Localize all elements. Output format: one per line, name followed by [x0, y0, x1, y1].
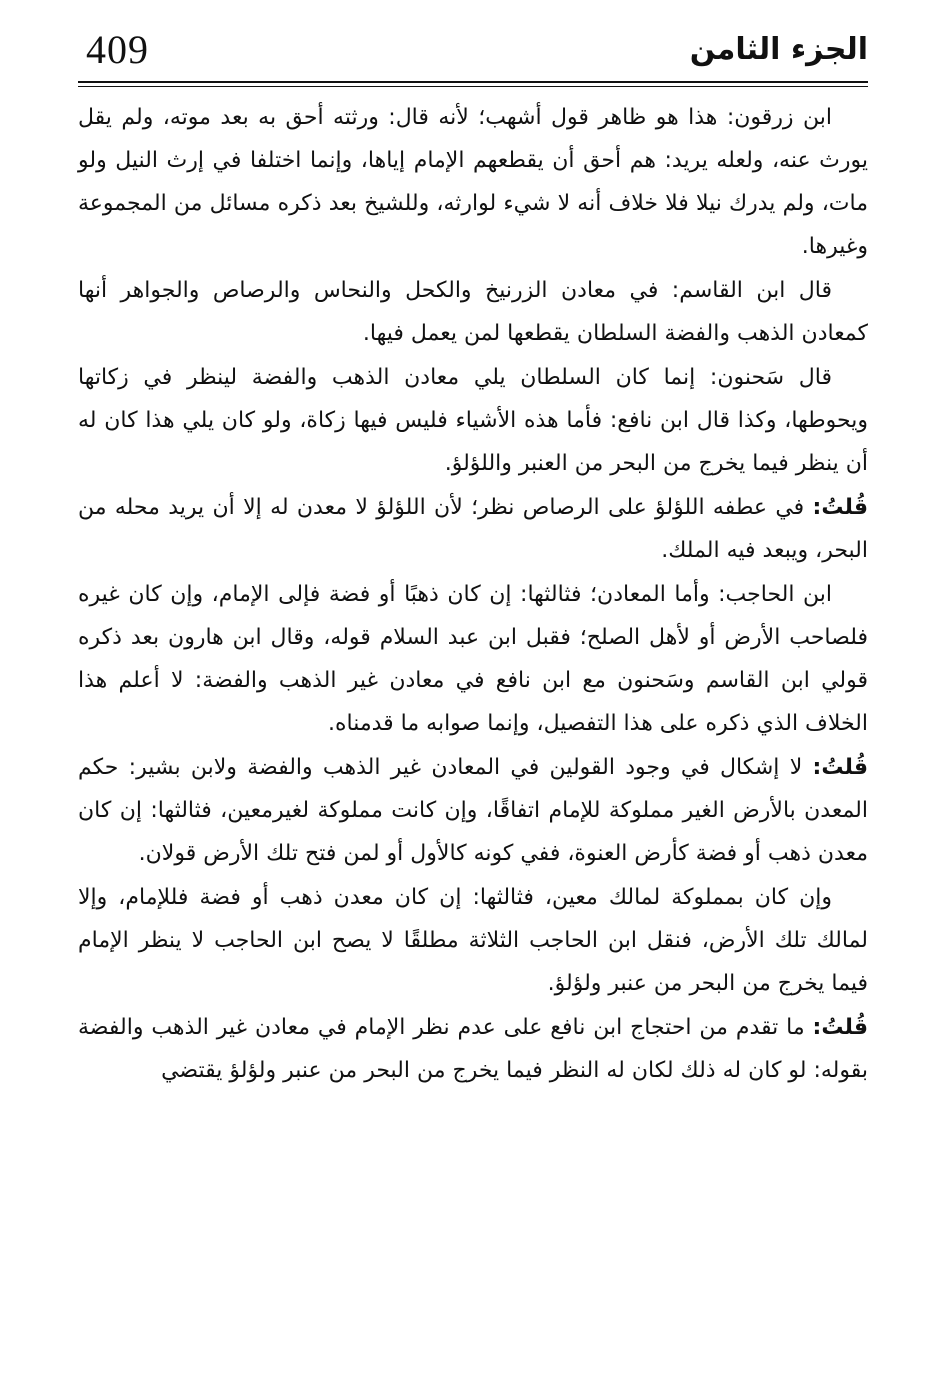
paragraph-7-text: وإن كان بمملوكة لمالك معين، فثالثها: إن كان معدن ذهب أو فضة فللإمام، وإلا لمالك تلك الأرض، فنقل ابن الحاجب الثلاثة مطلقًا لا يصح ابن الحاجب لا ينظر الإمام فيما يخرج من البحر من عنبر ولؤلؤ. — [78, 885, 868, 996]
paragraph-5-text: ابن الحاجب: وأما المعادن؛ فثالثها: إن كان ذهبًا أو فضة فإلى الإمام، وإن كان غيره فلصاحب الأرض أو لأهل الصلح؛ فقبل ابن عبد السلام قوله، وقال ابن هارون بعد ذكره قولي ابن القاسم وسَحنون مع ابن نافع في معادن غير الذهب والفضة: لا أعلم هذا الخلاف الذي ذكره على هذا التفصيل، وإنما صوابه ما قدمناه. — [78, 582, 868, 736]
paragraph-3 — [78, 356, 868, 485]
header-rule-thin — [78, 86, 868, 87]
paragraph-2-text: قال ابن القاسم: في معادن الزرنيخ والكحل والنحاس والرصاص والجواهر أنها كمعادن الذهب والفضة السلطان يقطعها لمن يعمل فيها. — [78, 278, 868, 346]
paragraph-4-text: في عطفه اللؤلؤ على الرصاص نظر؛ لأن اللؤلؤ لا معدن له إلا أن يريد محله من البحر، ويبعد فيه الملك. — [78, 495, 868, 563]
paragraph-8-lead: قُلتُ: — [812, 1015, 868, 1040]
header-rule — [78, 81, 868, 83]
paragraph-6-lead: قُلتُ: — [812, 755, 868, 780]
paragraph-5 — [78, 573, 868, 745]
paragraph-4-lead: قُلتُ: — [812, 495, 868, 520]
paragraph-6-text: لا إشكال في وجود القولين في المعادن غير الذهب والفضة ولابن بشير: حكم المعدن بالأرض الغير مملوكة للإمام اتفاقًا، وإن كانت مملوكة لغيرمعين، فثالثها: إن كان معدن ذهب أو فضة كأرض العنوة، ففي كونه كالأول أو لمن فتح تلك الأرض قولان. — [78, 755, 868, 866]
paragraph-7 — [78, 876, 868, 1005]
paragraph-3-text: قال سَحنون: إنما كان السلطان يلي معادن الذهب والفضة لينظر في زكاتها ويحوطها، وكذا قال ابن نافع: فأما هذه الأشياء فليس فيها زكاة، ولو كان يلي هذا كان له أن ينظر فيما يخرج من البحر من العنبر واللؤلؤ. — [78, 365, 868, 476]
paragraph-8-text: ما تقدم من احتجاج ابن نافع على عدم نظر الإمام في معادن غير الذهب والفضة بقوله: لو كان له ذلك لكان له النظر فيما يخرج من البحر من عنبر ولؤلؤ يقتضي — [78, 1015, 868, 1083]
body-text — [78, 96, 868, 1093]
paragraph-1-text: ابن زرقون: هذا هو ظاهر قول أشهب؛ لأنه قال: ورثته أحق به بعد موته، ولم يقل يورث عنه، ولعله يريد: هم أحق أن يقطعهم الإمام إياها، وإنما اختلفا في إرث النيل ولو مات، ولم يدرك نيلا فلا خلاف أنه لا شيء لوارثه، وللشيخ بعد ذكره مسائل من المجموعة وغيرها. — [78, 105, 868, 259]
paragraph-1 — [78, 96, 868, 268]
running-head: الجزء الثامن — [689, 32, 868, 67]
page-number: 409 — [86, 27, 149, 72]
paragraph-4 — [78, 486, 868, 572]
paragraph-6 — [78, 746, 868, 875]
page-header — [78, 22, 868, 82]
paragraph-2 — [78, 269, 868, 355]
paragraph-8 — [78, 1006, 868, 1092]
